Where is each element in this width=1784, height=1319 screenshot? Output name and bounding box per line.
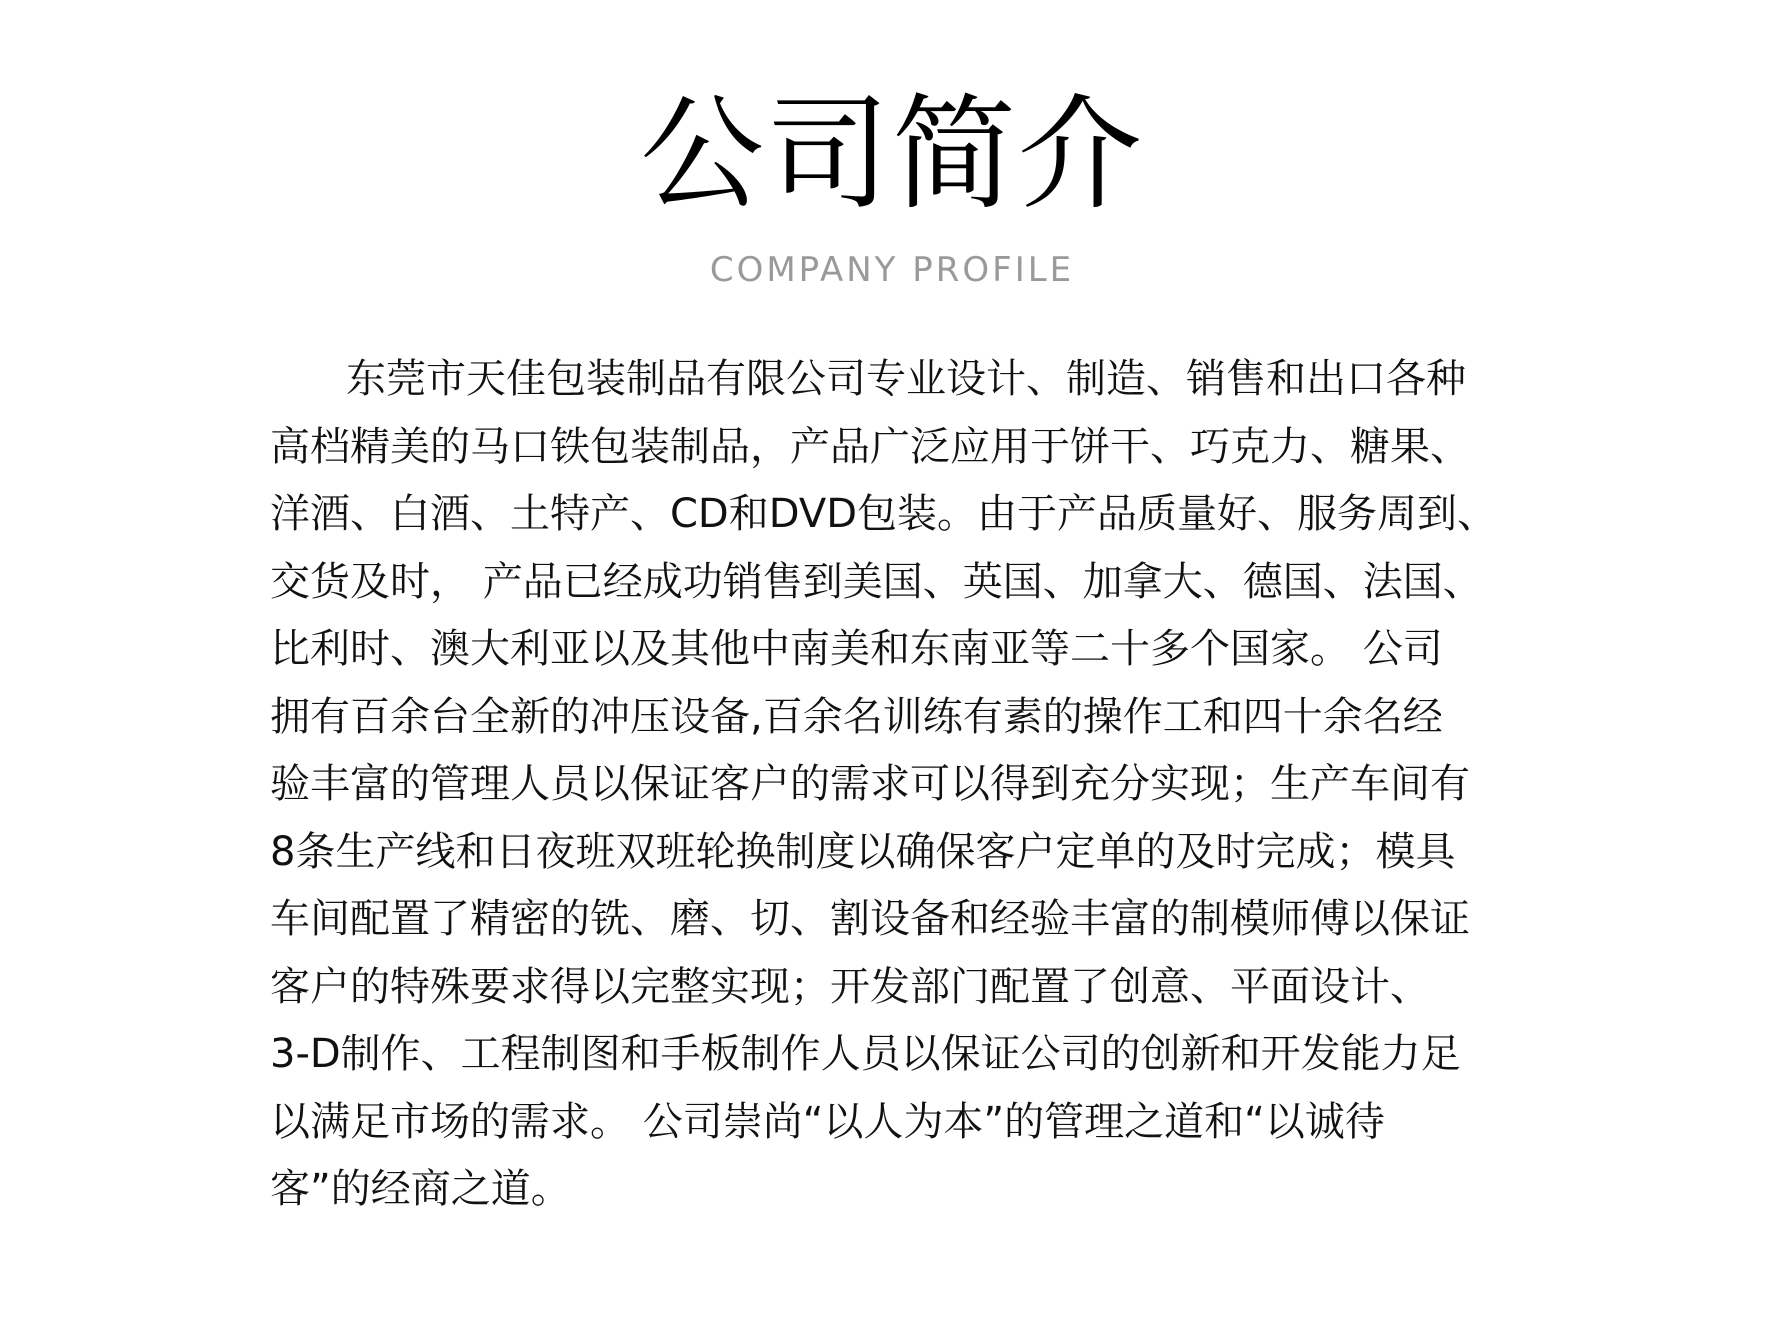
company-description xyxy=(270,346,1560,1224)
description-line: 客户的特殊要求得以完整实现；开发部门配置了创意、平面设计、 xyxy=(270,963,1430,1010)
page-title: 公司简介 xyxy=(639,83,1144,227)
description-line: 客”的经商之道。 xyxy=(270,1166,571,1212)
description-line: 东莞市天佳包装制品有限公司专业设计、制造、销售和出口各种 xyxy=(346,356,1466,402)
description-line: 交货及时， 产品已经成功销售到美国、英国、加拿大、德国、法国、 xyxy=(270,558,1483,605)
description-line: 拥有百余台全新的冲压设备,百余名训练有素的操作工和四十余名经 xyxy=(270,693,1443,740)
description-line: 比利时、澳大利亚以及其他中南美和东南亚等二十多个国家。 公司 xyxy=(270,626,1443,672)
description-line: 以满足市场的需求。 公司崇尚“以人为本”的管理之道和“以诚待 xyxy=(270,1098,1385,1145)
description-line: 洋酒、白酒、土特产、CD和DVD包装。由于产品质量好、服务周到、 xyxy=(270,491,1497,537)
description-line: 车间配置了精密的铣、磨、切、割设备和经验丰富的制模师傅以保证 xyxy=(270,896,1470,942)
description-line: 高档精美的马口铁包装制品，产品广泛应用于饼干、巧克力、糖果、 xyxy=(270,423,1470,470)
description-line: 3-D制作、工程制图和手板制作人员以保证公司的创新和开发能力足 xyxy=(270,1031,1461,1077)
description-line: 8条生产线和日夜班双班轮换制度以确保客户定单的及时完成；模具 xyxy=(270,828,1456,875)
page-subtitle: COMPANY PROFILE xyxy=(709,250,1075,290)
description-line: 验丰富的管理人员以保证客户的需求可以得到充分实现；生产车间有 xyxy=(270,761,1470,807)
